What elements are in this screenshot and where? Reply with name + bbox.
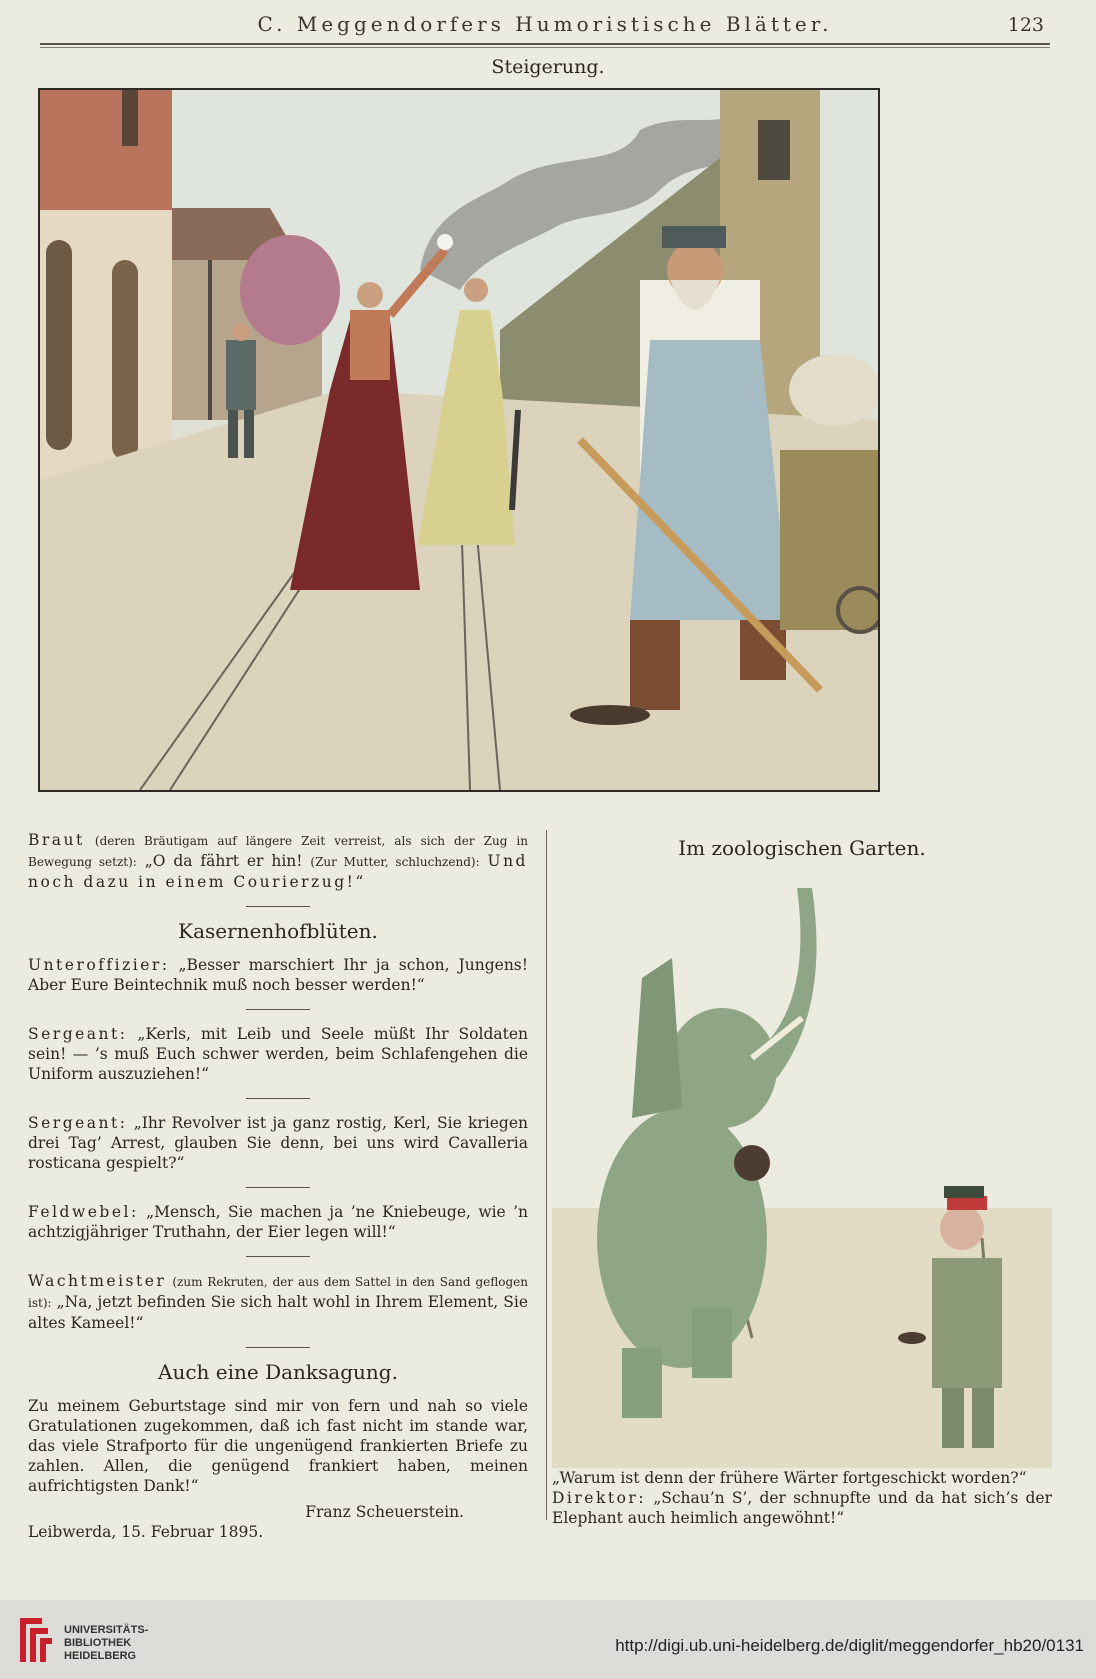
right-column [552, 830, 1052, 1528]
source-url-link[interactable]: http://digi.ub.uni-heidelberg.de/diglit/meggendorfer_hb20/0131 [615, 1636, 1084, 1655]
braut-quote-2: Und noch dazu in einem Courierzug!“ [28, 852, 528, 891]
station-scene-drawing [40, 90, 878, 790]
speaker-direktor: Direktor: [552, 1489, 647, 1507]
heading-zoologischer-garten: Im zoologischen Garten. [678, 836, 926, 860]
page-number: 123 [1007, 14, 1044, 36]
kasernen-item [28, 1024, 528, 1084]
magazine-title: C. Meggendorfers Humoristische Blätter. [257, 12, 833, 36]
heading-kasernenhofblueten: Kasernenhofblüten. [178, 919, 378, 943]
library-name-line: UNIVERSITÄTS- [64, 1624, 149, 1636]
luggage-sack [789, 354, 878, 426]
left-column [28, 830, 528, 1542]
lamp-post [208, 260, 212, 420]
elephant-body [597, 1108, 767, 1368]
kasernen-item [28, 955, 528, 995]
kasernen-quote: „Besser marschiert Ihr ja schon, Jungens! Aber Eure Beintechnik muß noch besser werden!“ [28, 956, 528, 994]
braut-stage-note: (deren Bräutigam auf längere Zeit verreist, als sich der Zug in Bewegung setzt): [28, 834, 528, 869]
snuff-tin [734, 1145, 770, 1181]
library-name-line: BIBLIOTHEK [64, 1637, 132, 1649]
separator [246, 906, 310, 907]
kasernen-speaker: Unteroffizier: [28, 956, 170, 974]
elephant-ear [632, 958, 682, 1118]
kasernen-item [28, 1202, 528, 1242]
waving-handkerchief [437, 234, 453, 250]
kasernen-quote: „Mensch, Sie machen ja ’ne Kniebeuge, wie ’n achtzigjähriger Truthahn, der Eier legen will!“ [28, 1203, 528, 1241]
parasol [240, 235, 340, 345]
heading-danksagung: Auch eine Danksagung. [158, 1360, 398, 1384]
kasernen-item [28, 1113, 528, 1173]
dateline: Leibwerda, 15. Februar 1895. [28, 1523, 264, 1541]
elephant-trunk [762, 888, 817, 1078]
luggage-trunk [780, 450, 878, 630]
direktor-quote: „Schau’n S’, der schnupfte und da hat sich’s der Elephant auch heimlich angewöhnt!“ [552, 1489, 1052, 1527]
director-head [940, 1206, 984, 1250]
separator [246, 1009, 310, 1010]
conductor [226, 340, 256, 410]
elephant-head [667, 1008, 777, 1128]
director-coat [932, 1258, 1002, 1388]
station-window [112, 260, 138, 460]
library-footer [0, 1600, 1096, 1679]
separator [246, 1347, 310, 1348]
braut-stage-note-2: (Zur Mutter, schluchzend): [310, 855, 480, 869]
separator [246, 1098, 310, 1099]
zoo-caption-question: „Warum ist denn der frühere Wärter fortgeschickt worden?“ [552, 1469, 1027, 1487]
braut-quote-1: „O da fährt er hin! [144, 852, 303, 870]
zoo-scene-drawing [552, 878, 1052, 1468]
zoo-elephant-illustration [552, 878, 1052, 1468]
kasernen-quote: „Na, jetzt befinden Sie sich halt wohl in Ihrem Element, Sie altes Kameel!“ [28, 1293, 528, 1332]
separator [246, 1187, 310, 1188]
station-platform-illustration [38, 88, 880, 792]
column-divider [546, 830, 547, 1520]
braut-joke [28, 830, 528, 892]
director-cap [947, 1196, 987, 1210]
kasernen-speaker: Sergeant: [28, 1114, 128, 1132]
library-name-line: HEIDELBERG [64, 1650, 137, 1662]
zoo-caption-answer [552, 1488, 1052, 1528]
speaker-braut: Braut [28, 831, 85, 849]
station-door [46, 240, 72, 450]
kasernen-stage-note: (zum Rekruten, der aus dem Sattel in den Sand geflogen ist): [28, 1275, 528, 1310]
kasernen-quote: „Ihr Revolver ist ja ganz rostig, Kerl, Sie kriegen drei Tag’ Arrest, glauben Sie denn, bei uns wird Cavalleria rosticana gespielt?“ [28, 1114, 528, 1172]
signature: Franz Scheuerstein. [305, 1503, 464, 1521]
header-rule [40, 43, 1050, 45]
kasernen-speaker: Feldwebel: [28, 1203, 139, 1221]
running-header [40, 10, 1050, 46]
section-title-steigerung: Steigerung. [491, 56, 605, 78]
kasernen-speaker: Wachtmeister [28, 1272, 167, 1290]
library-logo-icon [12, 1612, 56, 1668]
kasernen-quote: „Kerls, mit Leib und Seele müßt Ihr Soldaten sein! — ’s muß Euch schwer werden, beim Schlafengehen die Uniform auszuziehen!“ [28, 1025, 528, 1083]
porter-boot [570, 705, 650, 725]
danksagung-text: Zu meinem Geburtstage sind mir von fern und nah so viele Gratulationen zugekommen, daß ich fast nicht im stande war, das viele Strafporto für die ungenügend frankierten Briefe zu zahlen. Allen, die genügend frankiert haben, meinen aufrichtigsten Dank!“ [28, 1397, 528, 1495]
kasernen-item [28, 1271, 528, 1333]
director-snuff-box [898, 1332, 926, 1344]
porter-cap [662, 226, 726, 248]
separator [246, 1256, 310, 1257]
kasernen-speaker: Sergeant: [28, 1025, 128, 1043]
header-rule-thin [40, 47, 1050, 48]
library-name [64, 1624, 148, 1663]
